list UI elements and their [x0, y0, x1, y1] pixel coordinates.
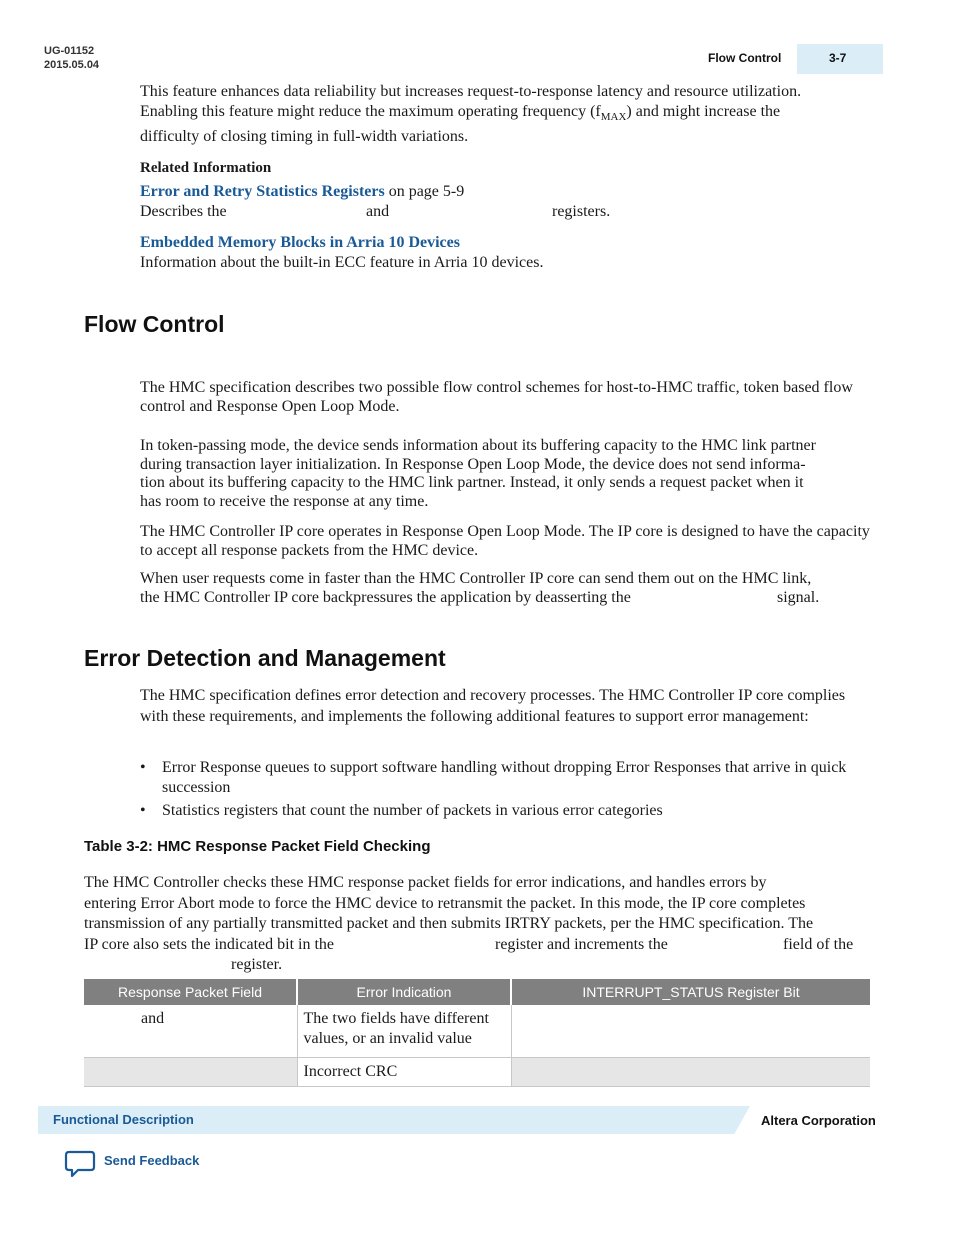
p4-line-2: [140, 589, 874, 608]
desc-line-4c: field of the: [783, 935, 854, 953]
header-section-title: Flow Control: [708, 51, 782, 65]
bullet-icon: •: [140, 802, 146, 819]
related-item-1: [140, 182, 874, 202]
desc-line-3: transmission of any partially transmitted packet and then submits IRTRY packets, per the HMC specification. The: [84, 915, 814, 932]
related-desc-1b: and: [366, 203, 390, 220]
feedback-bubble-icon[interactable]: [64, 1149, 96, 1179]
cell-field: [84, 1058, 297, 1087]
page-number: 3-7: [829, 51, 847, 65]
p4-line-1: When user requests come in faster than the HMC Controller IP core can send them out on the HMC link,: [140, 570, 812, 587]
related-desc-1c: registers.: [552, 203, 611, 220]
intro-line-1: This feature enhances data reliability but increases request-to-response latency and resource utilization.: [140, 83, 802, 100]
intro-line-2-post: ) and might increase the: [626, 103, 781, 120]
desc-line-2: entering Error Abort mode to force the HMC device to retransmit the packet. In this mode, the IP core completes: [84, 894, 806, 912]
table-row: [84, 1005, 870, 1058]
p2-line-3: tion about its buffering capacity to the HMC link partner. Instead, it only sends a request packet when it: [140, 474, 804, 491]
doc-date: 2015.05.04: [44, 59, 100, 71]
p4-line-2a: the HMC Controller IP core backpressures the application by deasserting the: [140, 588, 631, 606]
col-header-register-bit: INTERRUPT_STATUS Register Bit: [511, 979, 870, 1005]
desc-line-4: [84, 935, 874, 956]
cell-indication: Incorrect CRC: [297, 1058, 511, 1087]
cell-register-bit: [511, 1058, 870, 1087]
intro-line-3: difficulty of closing timing in full-width variations.: [140, 128, 469, 146]
related-info-heading: Related Information: [140, 160, 272, 176]
send-feedback-link[interactable]: Send Feedback: [104, 1153, 200, 1168]
cell-register-bit: [511, 1005, 870, 1058]
fmax-subscript: MAX: [600, 111, 627, 124]
error-features-list: [140, 758, 874, 824]
footer-company: Altera Corporation: [761, 1113, 876, 1128]
error-detection-p1: The HMC specification defines error detection and recovery processes. The HMC Controller IP core complies with these requirements, and implements the following additional features to support error management:: [140, 687, 846, 725]
col-header-indication: Error Indication: [297, 979, 511, 1005]
table-title: Table 3-2: HMC Response Packet Field Checking: [84, 838, 431, 855]
list-item: [140, 801, 874, 821]
list-item: [140, 758, 874, 798]
desc-line-4a: IP core also sets the indicated bit in the: [84, 935, 335, 953]
link-embedded-memory-blocks[interactable]: Embedded Memory Blocks in Arria 10 Devices: [140, 234, 460, 251]
p2-line-4: has room to receive the response at any time.: [140, 492, 429, 510]
related-desc-1a: Describes the: [140, 203, 227, 220]
bullet-text: Error Response queues to support software handling without dropping Error Responses that arrive in quick succession: [162, 759, 847, 796]
link-error-retry-registers[interactable]: Error and Retry Statistics Registers: [140, 183, 385, 200]
footer-chapter-title[interactable]: Functional Description: [53, 1112, 194, 1127]
p2-line-1: In token-passing mode, the device sends information about its buffering capacity to the HMC link partner: [140, 437, 816, 454]
cell-field-text: and: [141, 1010, 165, 1027]
heading-error-detection: Error Detection and Management: [84, 645, 446, 671]
related-item-2: [140, 233, 874, 253]
doc-number: UG-01152: [44, 45, 95, 57]
related-desc-2: Information about the built-in ECC feature in Arria 10 devices.: [140, 254, 544, 271]
flow-control-p1: The HMC specification describes two possible flow control schemes for host-to-HMC traffic, token based flow control and Response Open Loop Mode.: [140, 379, 853, 415]
link1-page-ref: on page 5-9: [384, 183, 465, 200]
table-description: [84, 873, 874, 976]
flow-control-p4: [140, 570, 874, 607]
heading-flow-control: Flow Control: [84, 311, 225, 337]
desc-line-4b: register and increments the: [495, 935, 668, 953]
intro-line-2-pre: Enabling this feature might reduce the maximum operating frequency (f: [140, 103, 601, 120]
table-header-row: [84, 979, 870, 1005]
p4-line-2b: signal.: [777, 588, 820, 606]
cell-field: [84, 1005, 297, 1058]
response-field-table: [84, 979, 870, 1087]
flow-control-p2: [140, 437, 874, 511]
p2-line-2: during transaction layer initialization. In Response Open Loop Mode, the device does not send informa-: [140, 455, 806, 473]
col-header-field: Response Packet Field: [84, 979, 297, 1005]
intro-paragraph: [140, 82, 874, 147]
bullet-icon: •: [140, 759, 146, 776]
bullet-text: Statistics registers that count the number of packets in various error categories: [162, 802, 663, 819]
desc-line-1: The HMC Controller checks these HMC response packet fields for error indications, and handles errors by: [84, 874, 767, 891]
cell-indication: The two fields have different values, or an invalid value: [297, 1005, 511, 1058]
intro-line-2: [140, 102, 874, 127]
flow-control-p3: The HMC Controller IP core operates in Response Open Loop Mode. The IP core is designed to have the capacity to accept all response packets from the HMC device.: [140, 523, 870, 559]
table-row: [84, 1058, 870, 1087]
desc-line-5: register.: [231, 956, 283, 973]
document-id: [44, 44, 99, 72]
